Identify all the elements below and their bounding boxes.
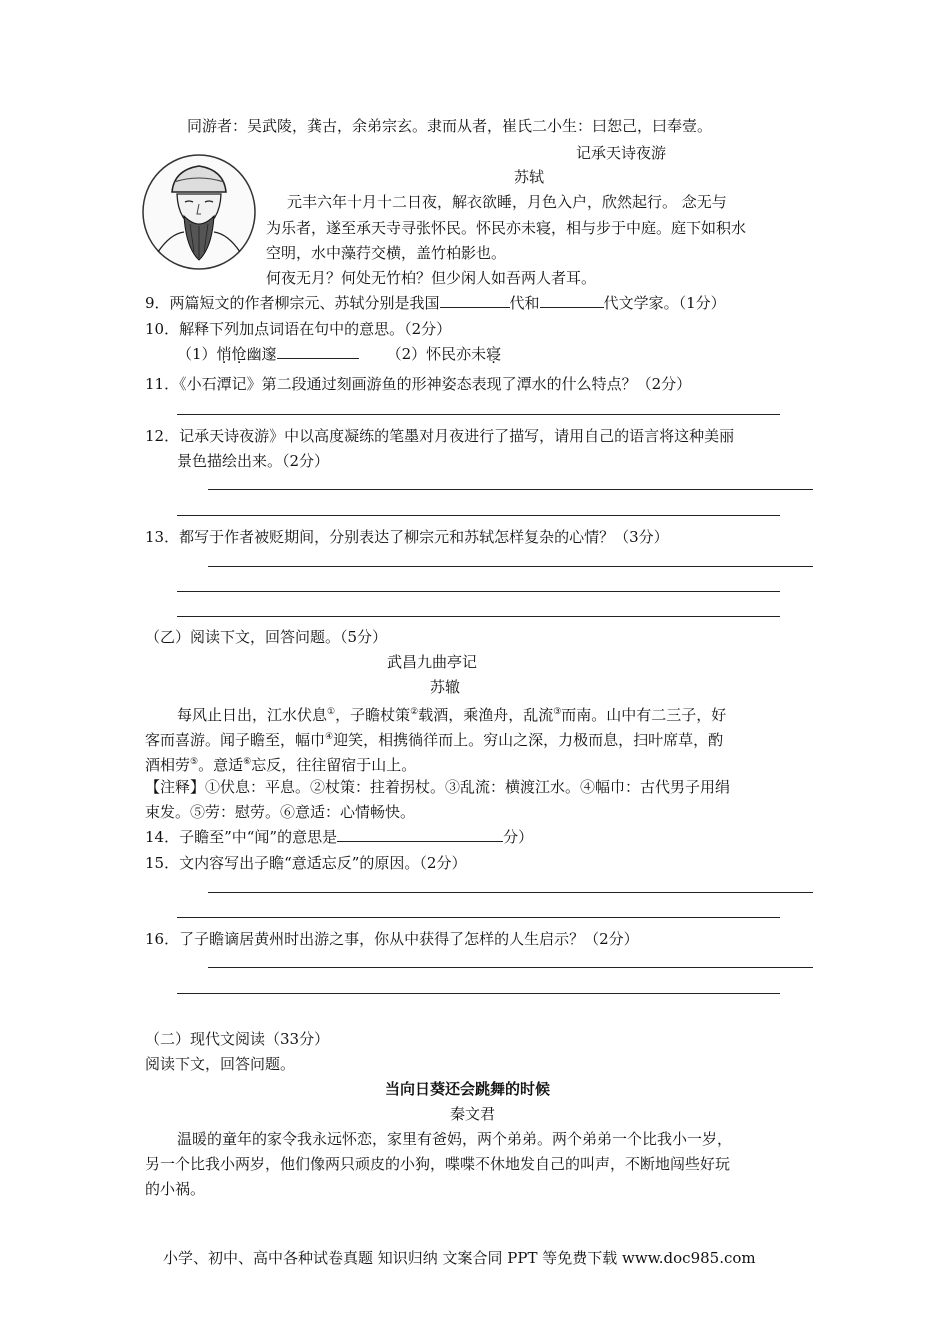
q9-blank-2[interactable] bbox=[540, 293, 604, 308]
poem-para-line-1: 元丰六年十月十二日夜，解衣欲睡，月色入户，欣然起行。 念无与 bbox=[287, 193, 727, 211]
answer-line-q12-1[interactable] bbox=[208, 489, 813, 490]
footnote-mark: ③ bbox=[553, 707, 562, 717]
section-b-title: 武昌九曲亭记 bbox=[387, 653, 478, 671]
footnote-mark: ⑤ bbox=[190, 757, 199, 767]
q9-text-c: 代文学家。（1分） bbox=[603, 294, 726, 312]
footnote-mark: ④ bbox=[325, 732, 334, 742]
section-b-author: 苏辙 bbox=[430, 678, 461, 696]
poem-title: 记承天诗夜游 bbox=[576, 144, 667, 162]
question-12-line-2: 景色描绘出来。（2分） bbox=[177, 452, 330, 470]
question-12-line-1: 12．记承天诗夜游》中以高度凝练的笔墨对月夜进行了描写，请用自己的语言将这种美丽 bbox=[145, 427, 735, 445]
q10-1-prefix: （1） bbox=[177, 345, 217, 363]
question-10: 10．解释下列加点词语在句中的意思。（2分） bbox=[145, 320, 452, 338]
text-segment: 迎笑，相携徜徉而上。穷山之深，力极而息，扫叶席草，酌 bbox=[333, 731, 724, 749]
section-b-text-line-2 bbox=[145, 727, 723, 750]
text-segment: 。意适 bbox=[198, 756, 244, 774]
text-segment: 载酒，乘渔舟，乱流 bbox=[418, 706, 554, 724]
text-segment: 客而喜游。闻子瞻至，幅巾 bbox=[145, 731, 326, 749]
portrait-image bbox=[140, 152, 258, 272]
section-b-text-line-3 bbox=[145, 752, 416, 775]
q14-text-a: 14．子瞻至”中“闻”的意思是 bbox=[145, 828, 338, 846]
modern-para-line-1: 温暖的童年的家令我永远怀恋，家里有爸妈，两个弟弟。两个弟弟一个比我小一岁， bbox=[177, 1130, 733, 1148]
answer-line-q11[interactable] bbox=[177, 414, 780, 415]
modern-instruction: 阅读下文，回答问题。 bbox=[145, 1055, 296, 1073]
text-segment: ，子瞻杖策 bbox=[335, 706, 411, 724]
text-segment: 而南。山中有二三子，好 bbox=[561, 706, 727, 724]
notes-line-1: 【注释】①伏息：平息。②杖策：拄着拐杖。③乱流：横渡江水。④幅巾：古代男子用绢 bbox=[145, 778, 731, 796]
modern-heading: （二）现代文阅读（33分） bbox=[145, 1030, 330, 1048]
answer-line-q13-3[interactable] bbox=[177, 616, 780, 617]
question-11: 11．《小石潭记》第二段通过刻画游鱼的形神姿态表现了潭水的什么特点？（2分） bbox=[145, 375, 692, 393]
q9-blank-1[interactable] bbox=[440, 293, 510, 308]
intro-line: 同游者：吴武陵，龚古，余弟宗玄。隶而从者，崔氏二小生：曰恕己，曰奉壹。 bbox=[187, 117, 713, 135]
q10-2-dotted: 寝 bbox=[486, 345, 502, 363]
q14-text-b: 分） bbox=[503, 828, 534, 846]
q9-text-a: 9．两篇短文的作者柳宗元、苏轼分别是我国 bbox=[145, 294, 440, 312]
answer-line-q15-2[interactable] bbox=[177, 917, 780, 918]
question-16: 16．了子瞻谪居黄州时出游之事，你从中获得了怎样的人生启示？（2分） bbox=[145, 930, 639, 948]
answer-line-q16-2[interactable] bbox=[177, 993, 780, 994]
page-footer: 小学、初中、高中各种试卷真题 知识归纳 文案合同 PPT 等免费下载 www.doc985.com bbox=[163, 1249, 756, 1267]
answer-line-q16-1[interactable] bbox=[208, 967, 813, 968]
question-14 bbox=[145, 827, 533, 847]
question-10-sub bbox=[177, 344, 501, 364]
modern-title: 当向日葵还会跳舞的时候 bbox=[385, 1080, 551, 1098]
section-b-text-line-1 bbox=[177, 702, 726, 725]
q14-blank[interactable] bbox=[337, 827, 503, 842]
answer-line-q15-1[interactable] bbox=[208, 892, 813, 893]
notes-line-2: 束发。⑤劳：慰劳。⑥意适：心情畅快。 bbox=[145, 803, 416, 821]
footnote-mark: ① bbox=[327, 707, 336, 717]
modern-author: 秦文君 bbox=[450, 1105, 496, 1123]
q10-1-dotted-2: 怆 bbox=[231, 345, 247, 363]
q10-1-blank[interactable] bbox=[277, 344, 359, 359]
q10-2-prefix: （2）怀民亦未 bbox=[386, 345, 487, 363]
footnote-mark: ⑥ bbox=[243, 757, 252, 767]
modern-para-line-2: 另一个比我小两岁，他们像两只顽皮的小狗，喋喋不休地发自己的叫声，不断地闯些好玩 bbox=[145, 1155, 731, 1173]
footnote-mark: ② bbox=[410, 707, 419, 717]
text-segment: 每风止日出，江水伏息 bbox=[177, 706, 328, 724]
poem-para-line-4: 何夜无月？何处无竹柏？但少闲人如吾两人者耳。 bbox=[266, 269, 597, 287]
answer-line-q12-2[interactable] bbox=[177, 515, 780, 516]
poem-para-line-2: 为乐者，遂至承天寺寻张怀民。怀民亦未寝，相与步于中庭。庭下如积水 bbox=[266, 219, 747, 237]
question-13: 13．都写于作者被贬期间，分别表达了柳宗元和苏轼怎样复杂的心情？（3分） bbox=[145, 528, 669, 546]
question-9 bbox=[145, 293, 726, 313]
q10-1-rest: 幽邃 bbox=[246, 345, 277, 363]
poem-author: 苏轼 bbox=[514, 168, 545, 186]
modern-para-line-3: 的小祸。 bbox=[145, 1180, 206, 1198]
answer-line-q13-1[interactable] bbox=[208, 566, 813, 567]
section-b-heading: （乙）阅读下文，回答问题。（5分） bbox=[145, 628, 388, 646]
answer-line-q13-2[interactable] bbox=[177, 591, 780, 592]
q10-1-dotted-1: 悄 bbox=[216, 345, 232, 363]
question-15: 15．文内容写出子瞻“意适忘反”的原因。（2分） bbox=[145, 854, 467, 872]
text-segment: 酒相劳 bbox=[145, 756, 191, 774]
text-segment: 忘反，往往留宿于山上。 bbox=[251, 756, 417, 774]
poem-para-line-3: 空明，水中藻荇交横，盖竹柏影也。 bbox=[266, 244, 507, 262]
q9-text-b: 代和 bbox=[509, 294, 540, 312]
